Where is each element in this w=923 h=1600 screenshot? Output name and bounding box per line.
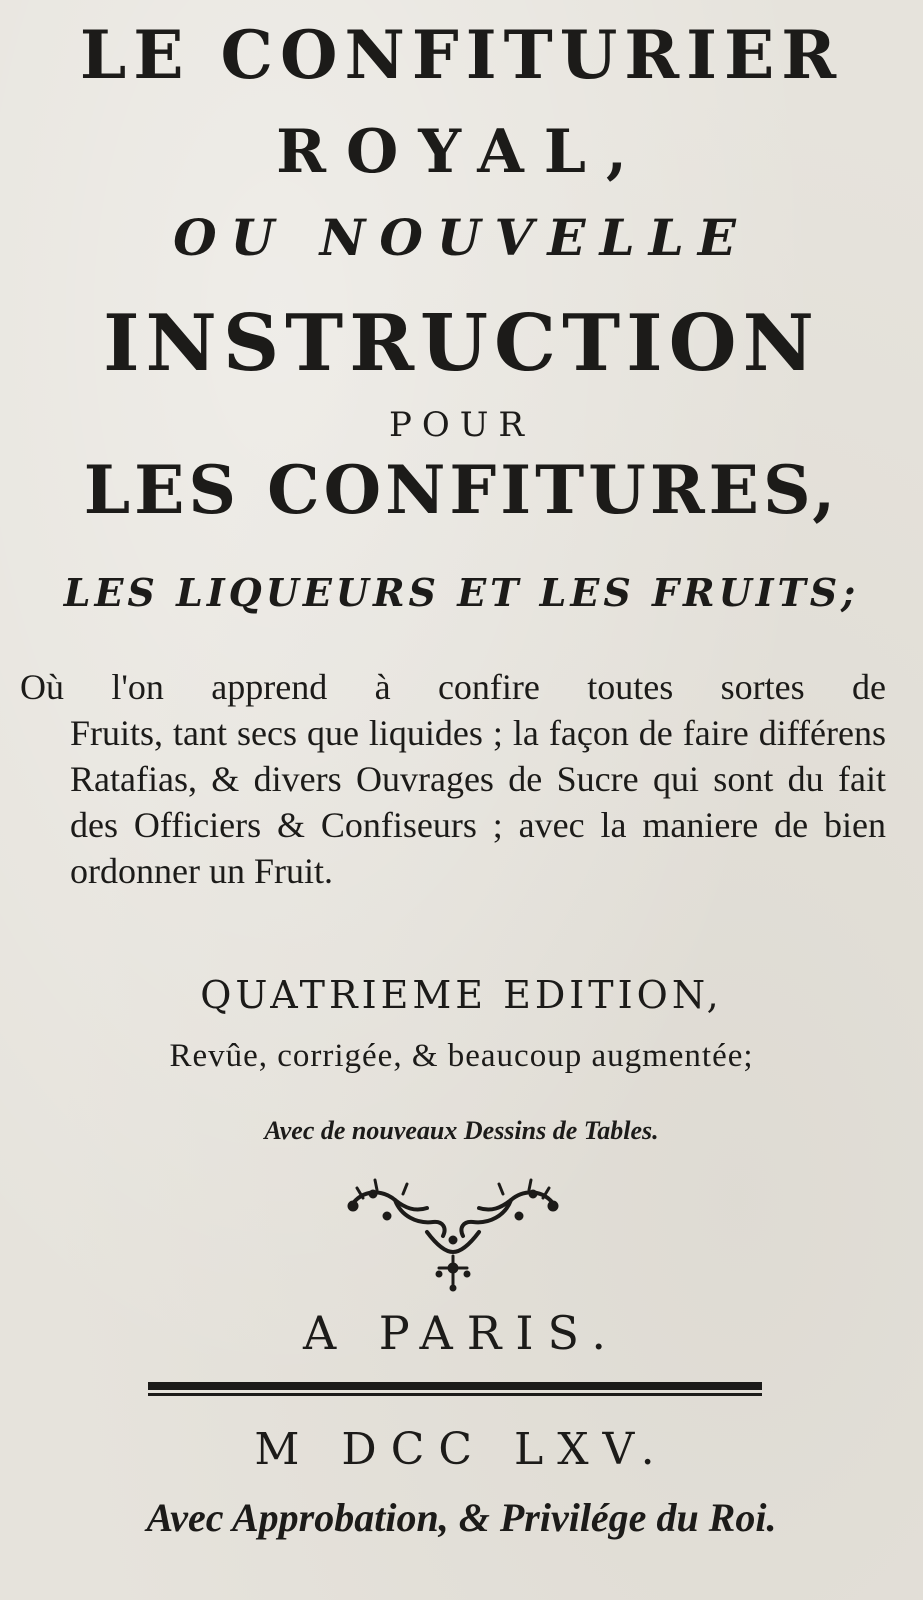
supplement-line: Avec de nouveaux Dessins de Tables.: [264, 1116, 659, 1145]
title-line-4: INSTRUCTION: [103, 298, 820, 389]
title-line-1: LE CONFITURIER: [79, 16, 844, 94]
double-rule: [148, 1382, 762, 1398]
title-line-6: LES CONFITURES,: [83, 451, 840, 529]
revision-line: Revûe, corrigée, & beaucoup augmentée;: [169, 1038, 754, 1074]
year-line: M DCC LXV.: [254, 1424, 669, 1475]
fleuron-ornament-icon: [343, 1176, 563, 1294]
privilege-line: Avec Approbation, & Privilége du Roi.: [146, 1495, 777, 1540]
rule-thin: [148, 1393, 762, 1396]
place-line: A PARIS.: [302, 1306, 621, 1360]
title-line-2: ROYAL,: [276, 117, 647, 187]
title-line-7: LES LIQUEURS ET LES FRUITS;: [63, 570, 860, 615]
description-first-line: Où l'on apprend à confire toutes sortes de: [20, 667, 886, 707]
description-continuation: Fruits, tant secs que liquides ; la façon de faire différens Ratafias, & divers Ouvrages de Sucre qui sont du fait des Officiers & Confiseurs ; avec la maniere de bien ordonner un Fruit.: [70, 713, 886, 891]
title-line-3: OU NOUVELLE: [173, 208, 750, 267]
description-paragraph: [20, 664, 886, 894]
title-line-5: POUR: [388, 405, 534, 445]
edition-line: QUATRIEME EDITION,: [200, 973, 723, 1017]
rule-thick: [148, 1382, 762, 1390]
